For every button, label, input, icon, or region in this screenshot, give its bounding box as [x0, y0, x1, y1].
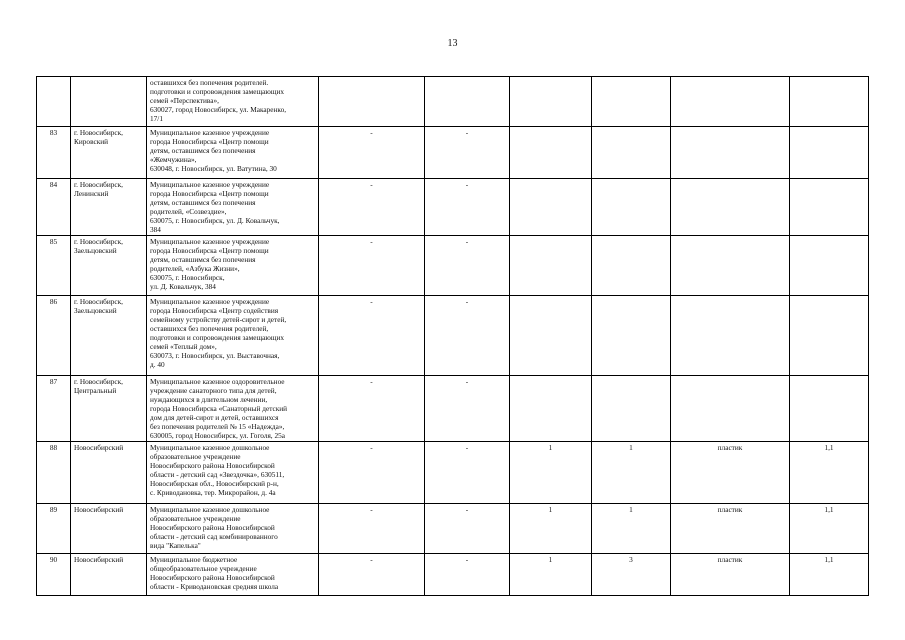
row-number-cell: 83	[37, 127, 71, 179]
institution-line: детям, оставшимся без попечения	[150, 255, 256, 264]
institution-line: общеобразовательное учреждение	[150, 564, 257, 573]
value-cell-c5: -	[425, 179, 510, 236]
value-cell-c5: -	[425, 236, 510, 296]
value-cell-c9	[790, 236, 869, 296]
value-cell-c6	[510, 179, 592, 236]
institution-line: Муниципальное казенное дошкольное	[150, 443, 270, 452]
value-cell-c7	[592, 236, 671, 296]
district-cell	[71, 554, 147, 596]
value-cell-c5: -	[425, 127, 510, 179]
institution-line: детям, оставшимся без попечения	[150, 198, 256, 207]
value-cell-c7: 1	[592, 504, 671, 554]
institution-line: Муниципальное бюджетное	[150, 555, 238, 564]
value-cell-c8	[671, 376, 790, 442]
value-cell-c7	[592, 77, 671, 127]
institution-line: 630048, г. Новосибирск, ул. Ватутина, 30	[150, 164, 277, 173]
district-line: Ленинский	[74, 189, 109, 198]
institution-line: учреждение санаторного типа для детей,	[150, 386, 277, 395]
value-cell-c4: -	[319, 296, 425, 376]
value-cell-c5: -	[425, 504, 510, 554]
value-cell-c5: -	[425, 442, 510, 504]
value-cell-c4: -	[319, 504, 425, 554]
table-row	[37, 127, 869, 179]
institution-line: области - детский сад комбинированного	[150, 532, 278, 541]
value-cell-c4: -	[319, 376, 425, 442]
value-cell-c6	[510, 77, 592, 127]
value-cell-c9: 1,1	[790, 442, 869, 504]
institution-line: ул. Д. Ковальчук, 384	[150, 282, 216, 291]
institution-line: образовательное учреждение	[150, 452, 241, 461]
district-cell	[71, 236, 147, 296]
district-line: Заельцовский	[74, 306, 117, 315]
value-cell-c8	[671, 77, 790, 127]
district-cell	[71, 127, 147, 179]
institution-line: родителей, «Азбука Жизни»,	[150, 264, 240, 273]
institution-line: Муниципальное казенное учреждение	[150, 180, 270, 189]
institution-line: Муниципальное казенное учреждение	[150, 128, 270, 137]
institution-line: города Новосибирска «Центр помощи	[150, 246, 269, 255]
table-row	[37, 504, 869, 554]
value-cell-c7	[592, 296, 671, 376]
institution-line: оставшихся без попечения родителей,	[150, 324, 269, 333]
table-row	[37, 236, 869, 296]
institution-line: без попечения родителей № 15 «Надежда»,	[150, 422, 285, 431]
value-cell-c7: 3	[592, 554, 671, 596]
value-cell-c7	[592, 127, 671, 179]
institution-line: нуждающихся в длительном лечении,	[150, 395, 268, 404]
institution-line: Муниципальное казенное учреждение	[150, 297, 270, 306]
institution-cell	[147, 77, 319, 127]
institution-line: родителей, «Созвездие»,	[150, 207, 227, 216]
institution-line: города Новосибирска «Санаторный детский	[150, 404, 288, 413]
row-number-cell	[37, 77, 71, 127]
district-line: Центральный	[74, 386, 117, 395]
district-cell	[71, 376, 147, 442]
row-number-cell: 84	[37, 179, 71, 236]
value-cell-c8	[671, 296, 790, 376]
district-line: Кировский	[74, 137, 109, 146]
value-cell-c8	[671, 179, 790, 236]
institution-line: города Новосибирска «Центр содействия	[150, 306, 279, 315]
institution-cell	[147, 376, 319, 442]
value-cell-c7	[592, 179, 671, 236]
district-line: г. Новосибирск,	[74, 297, 123, 306]
institution-line: вида "Капелька"	[150, 541, 201, 550]
institution-line: области - Криводановская средняя школа	[150, 582, 279, 591]
row-number-cell: 89	[37, 504, 71, 554]
table-row	[37, 296, 869, 376]
institution-line: семей «Теплый дом»,	[150, 342, 217, 351]
district-cell	[71, 442, 147, 504]
value-cell-c9	[790, 127, 869, 179]
institution-line: области - детский сад «Звездочка», 630511,	[150, 470, 285, 479]
institution-line: д. 40	[150, 360, 165, 369]
value-cell-c7	[592, 376, 671, 442]
institution-cell	[147, 504, 319, 554]
institution-line: города Новосибирска «Центр помощи	[150, 189, 269, 198]
district-cell	[71, 296, 147, 376]
institution-line: семейному устройству детей-сирот и детей,	[150, 315, 287, 324]
institution-line: подготовки и сопровождения замещающих	[150, 87, 285, 96]
table-row	[37, 77, 869, 127]
value-cell-c8: пластик	[671, 442, 790, 504]
value-cell-c6	[510, 236, 592, 296]
table-row	[37, 442, 869, 504]
value-cell-c6: 1	[510, 554, 592, 596]
value-cell-c9: 1,1	[790, 554, 869, 596]
district-line: г. Новосибирск,	[74, 180, 123, 189]
table-row	[37, 376, 869, 442]
institution-line: 630073, г. Новосибирск, ул. Выставочная,	[150, 351, 280, 360]
institution-cell	[147, 236, 319, 296]
value-cell-c4: -	[319, 179, 425, 236]
value-cell-c9	[790, 179, 869, 236]
institution-line: оставшихся без попечения родителей.	[150, 78, 269, 87]
row-number-cell: 85	[37, 236, 71, 296]
value-cell-c9	[790, 376, 869, 442]
value-cell-c6	[510, 127, 592, 179]
institution-cell	[147, 179, 319, 236]
value-cell-c7: 1	[592, 442, 671, 504]
institution-cell	[147, 127, 319, 179]
value-cell-c8	[671, 236, 790, 296]
value-cell-c8	[671, 127, 790, 179]
institution-line: Муниципальное казенное оздоровительное	[150, 377, 285, 386]
table-body	[37, 77, 869, 596]
district-line: Новосибирский	[74, 555, 124, 564]
value-cell-c5: -	[425, 554, 510, 596]
value-cell-c4: -	[319, 236, 425, 296]
institution-cell	[147, 554, 319, 596]
institution-cell	[147, 442, 319, 504]
table-row	[37, 554, 869, 596]
value-cell-c8: пластик	[671, 554, 790, 596]
row-number-cell: 86	[37, 296, 71, 376]
institution-line: с. Криводановка, тер. Микрорайон, д. 4а	[150, 488, 276, 497]
institution-line: 630075, г. Новосибирск, ул. Д. Ковальчук,	[150, 216, 280, 225]
institution-line: 630075, г. Новосибирск,	[150, 273, 225, 282]
institution-line: города Новосибирска «Центр помощи	[150, 137, 269, 146]
institution-line: 630005, город Новосибирск, ул. Гоголя, 25а	[150, 431, 285, 440]
value-cell-c5: -	[425, 296, 510, 376]
district-line: Заельцовский	[74, 246, 117, 255]
institution-line: семей «Перспектива»,	[150, 96, 219, 105]
district-line: г. Новосибирск,	[74, 128, 123, 137]
institution-line: 384	[150, 225, 161, 234]
value-cell-c9: 1,1	[790, 504, 869, 554]
value-cell-c9	[790, 296, 869, 376]
institution-line: Новосибирского района Новосибирской	[150, 523, 275, 532]
value-cell-c8: пластик	[671, 504, 790, 554]
institution-line: дом для детей-сирот и детей, оставшихся	[150, 413, 279, 422]
value-cell-c4: -	[319, 554, 425, 596]
value-cell-c6	[510, 296, 592, 376]
institution-line: подготовки и сопровождения замещающих	[150, 333, 285, 342]
district-line: г. Новосибирск,	[74, 237, 123, 246]
institution-line: детям, оставшимся без попечения	[150, 146, 256, 155]
value-cell-c6: 1	[510, 504, 592, 554]
value-cell-c9	[790, 77, 869, 127]
district-cell	[71, 77, 147, 127]
district-line: г. Новосибирск,	[74, 377, 123, 386]
value-cell-c6: 1	[510, 442, 592, 504]
institution-cell	[147, 296, 319, 376]
institution-line: Новосибирская обл., Новосибирский р-н,	[150, 479, 279, 488]
institution-line: Новосибирского района Новосибирской	[150, 573, 275, 582]
institution-line: образовательное учреждение	[150, 514, 241, 523]
district-line: Новосибирский	[74, 505, 124, 514]
value-cell-c4: -	[319, 127, 425, 179]
value-cell-c4	[319, 77, 425, 127]
row-number-cell: 90	[37, 554, 71, 596]
district-line: Новосибирский	[74, 443, 124, 452]
institution-line: 630027, город Новосибирск, ул. Макаренко,	[150, 105, 287, 114]
institution-line: Муниципальное казенное учреждение	[150, 237, 270, 246]
district-cell	[71, 504, 147, 554]
value-cell-c6	[510, 376, 592, 442]
value-cell-c4: -	[319, 442, 425, 504]
value-cell-c5	[425, 77, 510, 127]
registry-table	[36, 76, 869, 596]
row-number-cell: 88	[37, 442, 71, 504]
institution-line: 17/1	[150, 114, 163, 123]
institution-line: «Жемчужина»,	[150, 155, 197, 164]
institution-line: Муниципальное казенное дошкольное	[150, 505, 270, 514]
value-cell-c5: -	[425, 376, 510, 442]
row-number-cell: 87	[37, 376, 71, 442]
institution-line: Новосибирского района Новосибирской	[150, 461, 275, 470]
district-cell	[71, 179, 147, 236]
table-row	[37, 179, 869, 236]
page-number: 13	[447, 38, 458, 49]
